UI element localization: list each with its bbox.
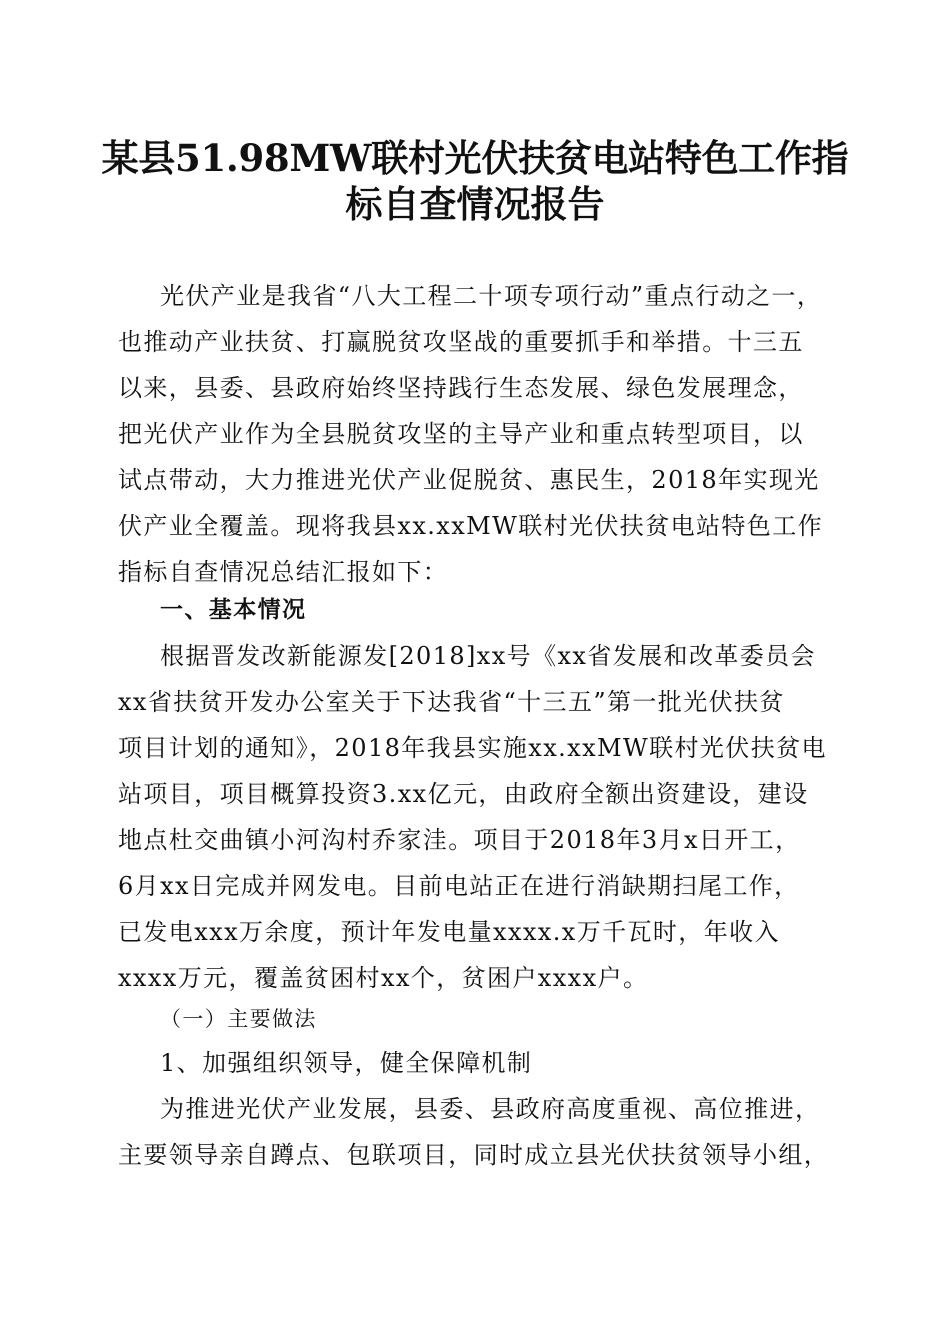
item1-line: 主要领导亲自蹲点、包联项目，同时成立县光伏扶贫领导小组，	[118, 1141, 830, 1169]
section1-line: 根据晋发改新能源发[2018]xx号《xx省发展和改革委员会	[160, 642, 816, 670]
intro-line: 光伏产业是我省“八大工程二十项专项行动”重点行动之一，	[160, 282, 823, 310]
intro-line: 试点带动，大力推进光伏产业促脱贫、惠民生，2018年实现光	[118, 466, 820, 494]
section1-line: 项目计划的通知》，2018年我县实施xx.xxMW联村光伏扶贫电	[118, 734, 827, 762]
intro-line: 指标自查情况总结汇报如下：	[118, 558, 449, 586]
document-title-line-2: 标自查情况报告	[345, 182, 605, 226]
item1-line: 为推进光伏产业发展，县委、县政府高度重视、高位推进，	[160, 1095, 821, 1123]
intro-line: 把光伏产业作为全县脱贫攻坚的主导产业和重点转型项目，以	[118, 420, 804, 448]
section1-line: xx省扶贫开发办公室关于下达我省“十三五”第一批光伏扶贫	[118, 688, 785, 716]
intro-line: 也推动产业扶贫、打赢脱贫攻坚战的重要抓手和举措。十三五	[118, 328, 804, 356]
item-heading-organization: 1、加强组织领导，健全保障机制	[160, 1049, 533, 1077]
section1-line: xxxx万元，覆盖贫困村xx个，贫困户xxxx户。	[118, 964, 649, 992]
section1-line: 6月xx日完成并网发电。目前电站正在进行消缺期扫尾工作，	[118, 872, 800, 900]
section1-line: 已发电xxx万余度，预计年发电量xxxx.x万千瓦时，年收入	[118, 918, 780, 946]
document-title-line-1: 某县51.98MW联村光伏扶贫电站特色工作指	[101, 136, 849, 180]
section1-line: 站项目，项目概算投资3.xx亿元，由政府全额出资建设，建设	[118, 780, 809, 808]
intro-line: 以来，县委、县政府始终坚持践行生态发展、绿色发展理念，	[118, 374, 804, 402]
section-heading-basic-info: 一、基本情况	[160, 597, 307, 623]
subsection-heading-main-practices: （一）主要做法	[160, 1007, 317, 1031]
section1-line: 地点杜交曲镇小河沟村乔家洼。项目于2018年3月x日开工，	[118, 826, 801, 854]
intro-line: 伏产业全覆盖。现将我县xx.xxMW联村光伏扶贫电站特色工作	[118, 512, 824, 540]
